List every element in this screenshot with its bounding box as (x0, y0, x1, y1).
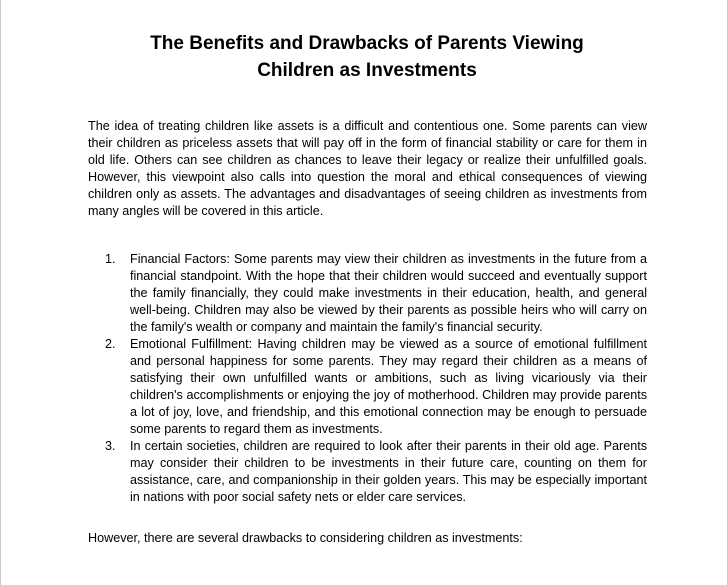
closing-paragraph: However, there are several drawbacks to considering children as investments: (88, 531, 523, 545)
list-item (105, 438, 647, 506)
list-item-text: Financial Factors: Some parents may view their children as investments in the future from a financial standpoint. With the hope that their children would succeed and eventually support the family financially, they could make investments in their education, health, and general well-being. Children may also be viewed by their parents as possible heirs who will carry on the family's wealth or company and maintain the family's financial security. (130, 252, 647, 334)
list-item-text: Emotional Fulfillment: Having children may be viewed as a source of emotional fulfillment and personal happiness for some parents. They may regard their children as a means of satisfying their own unfulfilled wants or ambitions, such as living vicariously via their children's accomplishments or enjoying the joy of motherhood. Children may provide parents a lot of joy, love, and friendship, and this emotional connection may be enough to persuade some parents to regard them as investments. (130, 337, 647, 436)
document-title (88, 30, 646, 84)
numbered-list (105, 251, 647, 506)
intro-paragraph: The idea of treating children like assets is a difficult and contentious one. Some parents can view their children as priceless assets that will pay off in the form of financial stability or care for them in old life. Others can see children as chances to leave their legacy or realize their unfulfilled goals. However, this viewpoint also calls into question the moral and ethical consequences of viewing children only as assets. The advantages and disadvantages of seeing children as investments from many angles will be covered in this article. (88, 119, 647, 218)
list-item (105, 251, 647, 336)
list-item-text: In certain societies, children are required to look after their parents in their old age. Parents may consider their children to be investments in their future care, counting on them for assistance, care, and companionship in their golden years. This may be especially important in nations with poor social safety nets or elder care services. (130, 439, 647, 504)
list-item (105, 336, 647, 438)
list-item-number: 2. (105, 337, 116, 351)
list-item-number: 1. (105, 252, 116, 266)
title-line-1: The Benefits and Drawbacks of Parents Viewing (150, 33, 584, 54)
title-line-2: Children as Investments (257, 60, 477, 81)
list-item-number: 3. (105, 439, 116, 453)
